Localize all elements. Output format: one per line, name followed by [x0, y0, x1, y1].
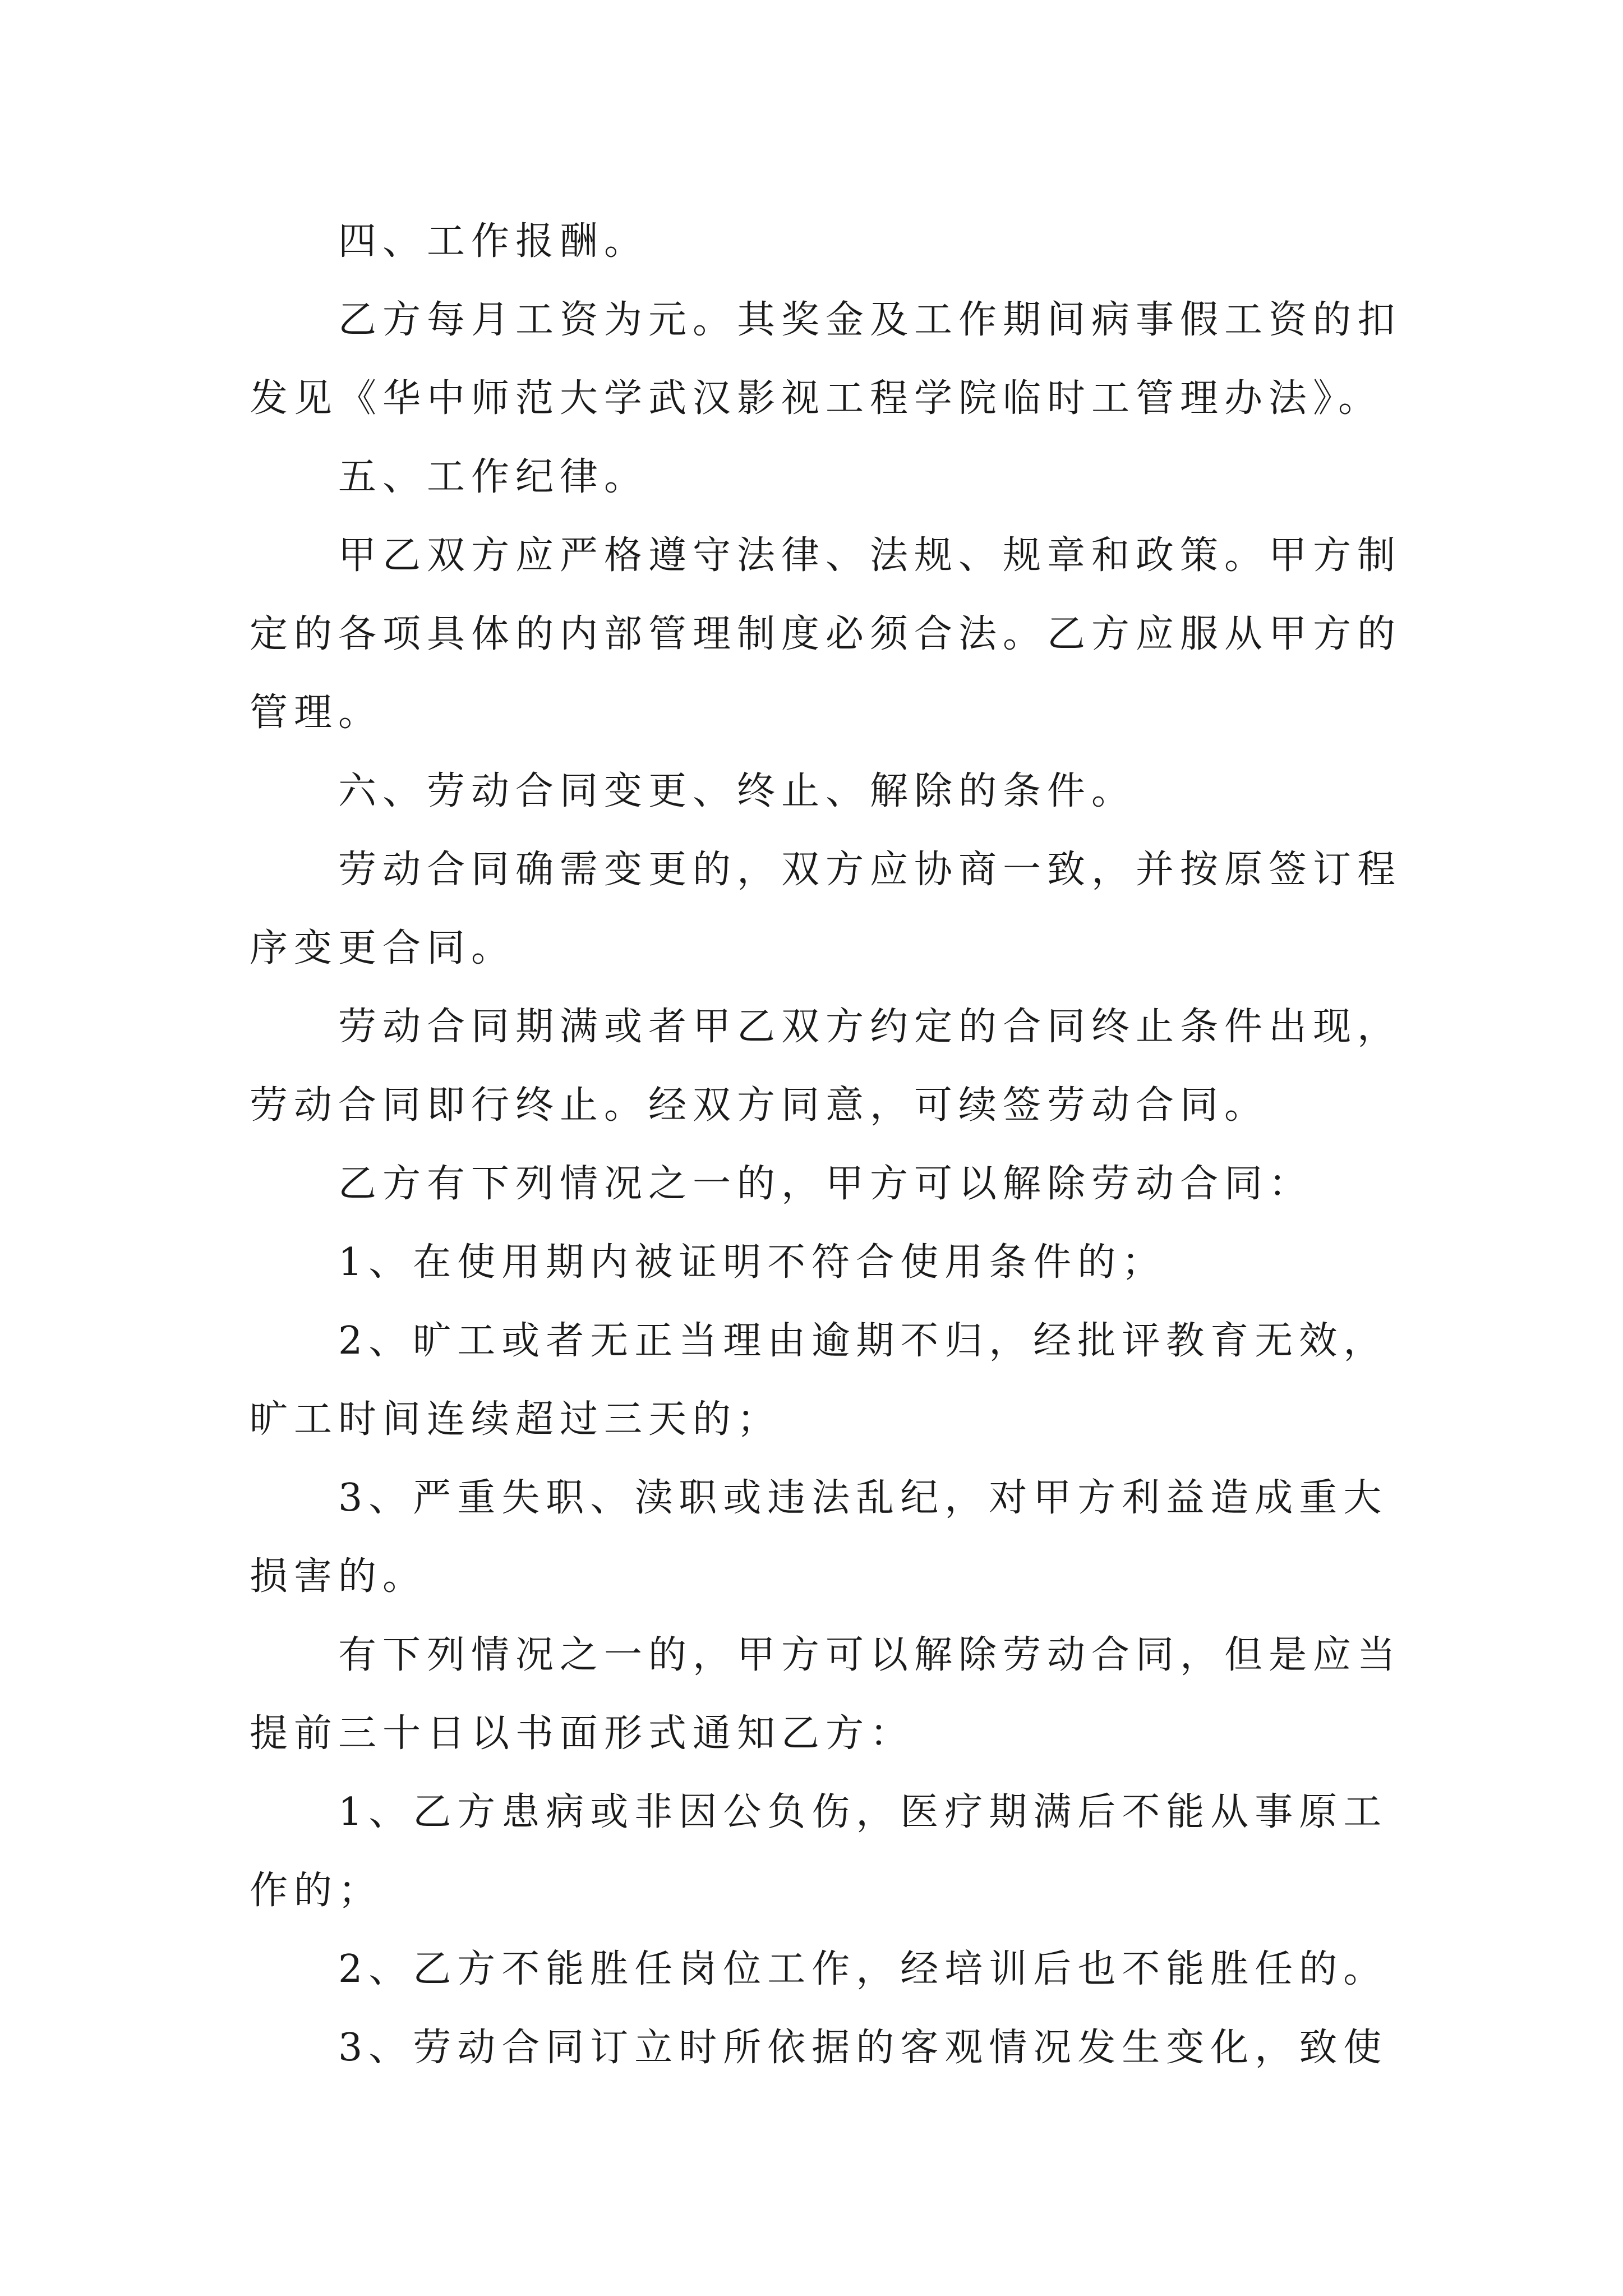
paragraph-line: 劳动合同确需变更的，双方应协商一致，并按原签订程	[338, 848, 1402, 892]
list-item-line: 3、严重失职、渎职或违法乱纪，对甲方利益造成重大	[338, 1476, 1388, 1520]
paragraph-line: 发见《华中师范大学武汉影视工程学院临时工管理办法》。	[250, 376, 1383, 421]
section-heading-work-discipline: 五、工作纪律。	[338, 455, 649, 499]
list-item-line: 作的；	[250, 1869, 383, 1913]
paragraph-line: 定的各项具体的内部管理制度必须合法。乙方应服从甲方的	[250, 612, 1402, 656]
list-item-line: 3、劳动合同订立时所依据的客观情况发生变化，致使	[338, 2026, 1388, 2070]
paragraph-line: 序变更合同。	[250, 926, 516, 970]
list-item-line: 1、在使用期内被证明不符合使用条件的；	[338, 1240, 1166, 1285]
paragraph-line: 劳动合同期满或者甲乙双方约定的合同终止条件出现，	[338, 1005, 1402, 1049]
list-item-line: 2、旷工或者无正当理由逾期不归，经批评教育无效，	[338, 1319, 1388, 1363]
paragraph-line: 乙方每月工资为元。其奖金及工作期间病事假工资的扣	[338, 298, 1402, 342]
list-item-line: 1、乙方患病或非因公负伤，医疗期满后不能从事原工	[338, 1790, 1388, 1834]
section-heading-work-pay: 四、工作报酬。	[338, 219, 649, 264]
paragraph-line: 甲乙双方应严格遵守法律、法规、规章和政策。甲方制	[338, 533, 1402, 578]
paragraph-line: 乙方有下列情况之一的，甲方可以解除劳动合同：	[338, 1162, 1313, 1206]
paragraph-line: 管理。	[250, 691, 383, 735]
paragraph-line: 有下列情况之一的，甲方可以解除劳动合同，但是应当	[338, 1633, 1402, 1677]
list-item-line: 2、乙方不能胜任岗位工作，经培训后也不能胜任的。	[338, 1947, 1388, 1991]
paragraph-line: 劳动合同即行终止。经双方同意，可续签劳动合同。	[250, 1083, 1269, 1128]
paragraph-line: 提前三十日以书面形式通知乙方：	[250, 1711, 915, 1756]
list-item-line: 旷工时间连续超过三天的；	[250, 1397, 782, 1442]
section-heading-contract-change: 六、劳动合同变更、终止、解除的条件。	[338, 769, 1136, 813]
list-item-line: 损害的。	[250, 1554, 427, 1599]
